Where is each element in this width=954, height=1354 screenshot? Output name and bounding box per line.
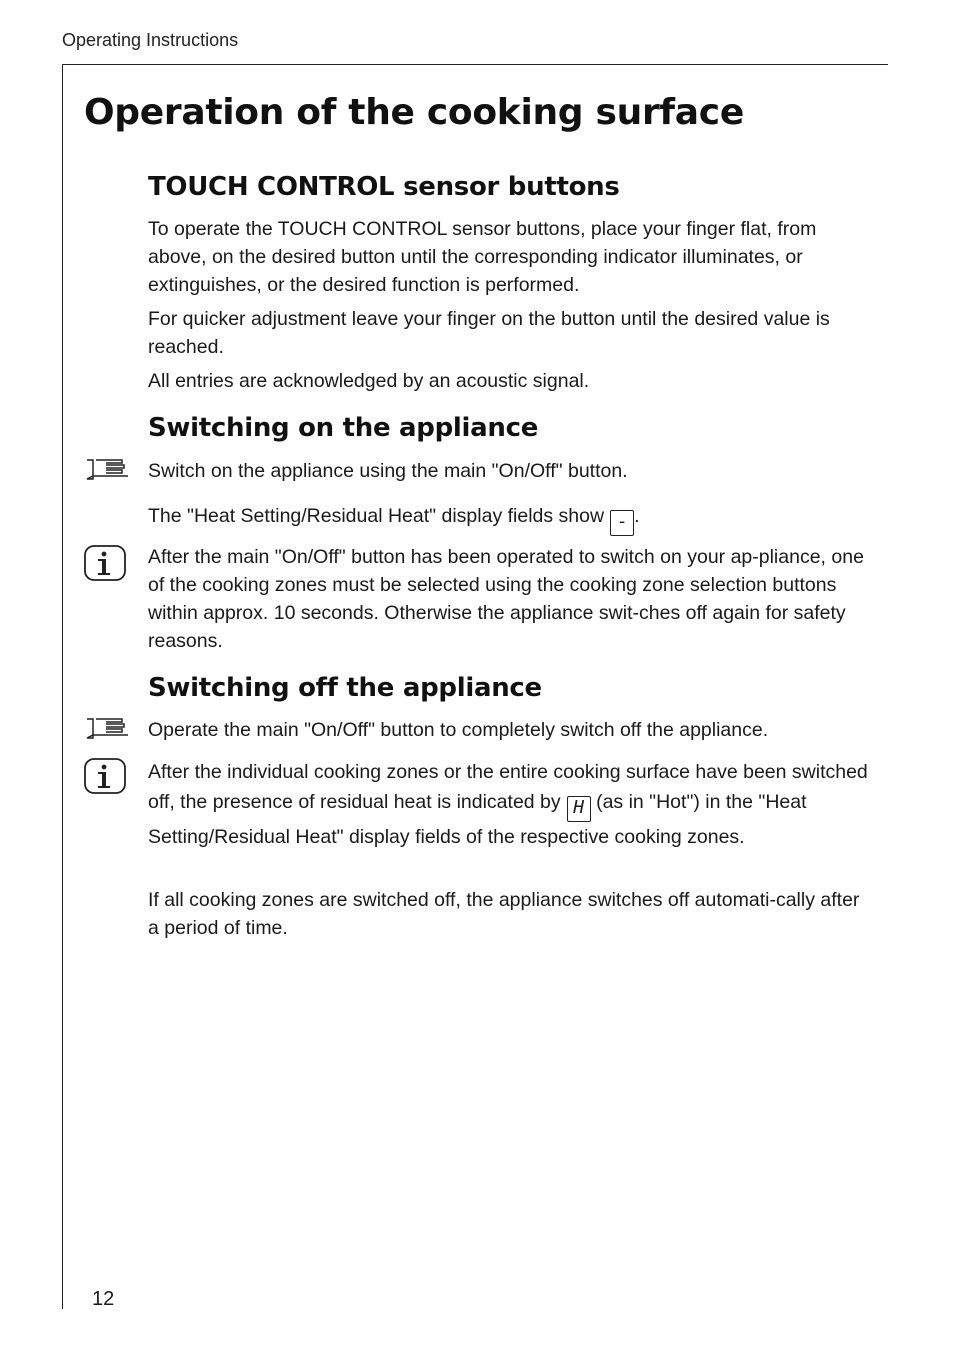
running-header: Operating Instructions <box>62 30 239 50</box>
section-heading-switching-off: Switching off the appliance <box>148 673 542 703</box>
h-display-symbol: H <box>567 796 591 822</box>
info-icon <box>84 758 126 798</box>
top-rule <box>62 64 888 65</box>
hand-pointer-icon <box>84 456 130 486</box>
info-zone-selection: After the main "On/Off" button has been operated to switch on your ap-pliance, one of the cooking zones must be selected using the cooking zone selection buttons within approx. 10 seconds. Otherwise the appliance swit-ches off again for safety reasons. <box>148 546 864 652</box>
display-fields-label: The "Heat Setting/Residual Heat" display fields show <box>148 505 605 527</box>
paragraph-auto-switch-off: If all cooking zones are switched off, the appliance switches off automati-cally after a period of time. <box>148 889 860 939</box>
step-switch-on: Switch on the appliance using the main "On/Off" button. <box>148 460 628 482</box>
section-heading-touch-control: TOUCH CONTROL sensor buttons <box>148 172 620 202</box>
display-fields-text <box>148 502 868 536</box>
display-fields-period: . <box>634 505 640 527</box>
hand-pointer-icon <box>84 715 130 745</box>
section-heading-switching-on: Switching on the appliance <box>148 413 539 443</box>
paragraph-quicker-adjustment: For quicker adjustment leave your finger on the button until the desired value is reached. <box>148 308 830 358</box>
residual-heat-text-after: (as in "Hot") in the "Heat Setting/Residual Heat" display fields of the respective cooking zones. <box>148 791 807 848</box>
dash-display-symbol: - <box>610 510 634 536</box>
info-icon <box>84 545 126 585</box>
paragraph-acoustic-signal: All entries are acknowledged by an acoustic signal. <box>148 370 590 392</box>
step-switch-off: Operate the main "On/Off" button to completely switch off the appliance. <box>148 719 769 741</box>
page-title: Operation of the cooking surface <box>84 92 744 133</box>
side-rule <box>62 64 63 1309</box>
page-number: 12 <box>92 1288 115 1310</box>
paragraph-touch-instructions: To operate the TOUCH CONTROL sensor buttons, place your finger flat, from above, on the desired button until the corresponding indicator illuminates, or extinguishes, or the desired function is performed. <box>148 218 817 296</box>
info-residual-heat <box>148 757 868 852</box>
residual-heat-text: After the individual cooking zones or the entire cooking surface have been switched off, the presence of residual heat is indicated by <box>148 761 868 813</box>
